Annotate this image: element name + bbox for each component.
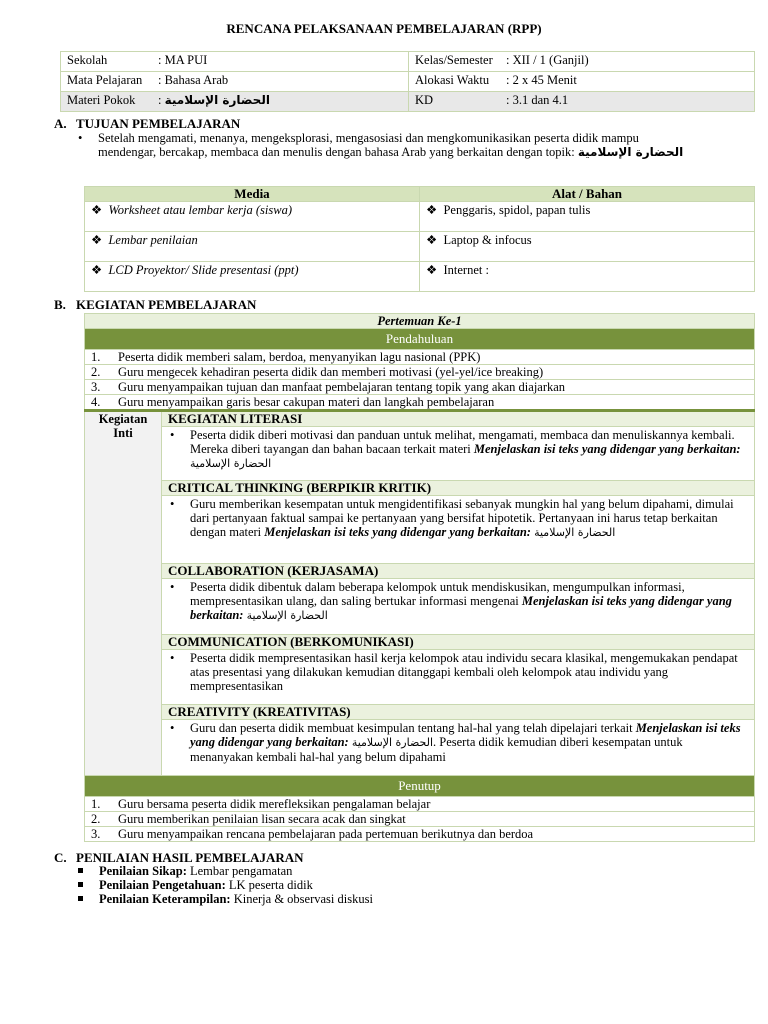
kd-cell [409, 92, 755, 112]
bullet-icon: • [170, 721, 175, 735]
penilaian-list [78, 864, 373, 906]
media-cell [85, 232, 420, 262]
penilaian-item [78, 864, 373, 878]
literasi-arabic: الحضارة الإسلامية [190, 457, 272, 470]
kelas-cell [409, 52, 755, 72]
mapel-value: : Bahasa Arab [158, 73, 229, 87]
collaboration-heading: COLLABORATION (KERJASAMA) [162, 564, 755, 579]
penilaian-label: Penilaian Pengetahuan: [99, 878, 226, 892]
media-cell [85, 202, 420, 232]
item-number: 2. [91, 812, 101, 826]
alokasi-cell [409, 72, 755, 92]
kelas-label: Kelas/Semester [415, 53, 493, 67]
list-item [85, 812, 755, 827]
literasi-bold: Menjelaskan isi teks yang didengar yang berkaitan: [473, 442, 741, 456]
section-c-heading [54, 851, 304, 865]
penilaian-item [78, 878, 373, 892]
creativity-arabic: الحضارة الإسلامية [351, 736, 434, 749]
creativity-body [162, 720, 755, 776]
section-b-heading [54, 298, 256, 312]
tujuan-paragraph [78, 131, 698, 159]
penutup-header: Penutup [85, 776, 755, 797]
diamond-bullet-icon: ❖ [91, 203, 103, 217]
item-number: 3. [91, 380, 101, 394]
alat-cell [420, 232, 755, 262]
kd-label: KD [415, 93, 434, 107]
bullet-icon: • [170, 497, 175, 511]
diamond-bullet-icon: ❖ [91, 263, 103, 277]
list-item [85, 380, 755, 395]
literasi-heading: KEGIATAN LITERASI [162, 411, 755, 427]
bullet-icon: • [170, 428, 175, 442]
document-title: RENCANA PELAKSANAAN PEMBELAJARAN (RPP) [226, 21, 542, 36]
item-text: Guru menyampaikan tujuan dan manfaat pembelajaran tentang topik yang akan diajarkan [118, 380, 566, 394]
section-c-number: C. [54, 850, 67, 865]
diamond-bullet-icon: ❖ [426, 233, 438, 247]
literasi-body [162, 427, 755, 481]
item-number: 2. [91, 365, 101, 379]
alat-item: Penggaris, spidol, papan tulis [443, 203, 591, 217]
item-number: 4. [91, 395, 101, 409]
pendahuluan-header: Pendahuluan [85, 329, 755, 350]
collaboration-text: Peserta didik dibentuk dalam beberapa kelompok untuk mendiskusikan, mengumpulkan informasi, mempresentasikan ulang, dan saling bertukar informasi mengenai [190, 580, 685, 608]
alokasi-label: Alokasi Waktu [415, 73, 490, 87]
kd-value: : 3.1 dan 4.1 [506, 93, 569, 107]
penilaian-value: Kinerja & observasi diskusi [230, 892, 373, 906]
critical-text: Guru memberikan kesempatan untuk mengidentifikasi sebanyak mungkin hal yang belum dipahami, dimulai dari pertanyaan faktual sampai ke pertanyaan yang bersifat hipotetik. Pertanyaan ini harus tetap berkaitan dengan materi [190, 497, 734, 539]
item-text: Peserta didik memberi salam, berdoa, menyanyikan lagu nasional (PPK) [118, 350, 481, 364]
kegiatan-table [84, 313, 755, 842]
sekolah-value: : MA PUI [158, 53, 208, 67]
media-cell [85, 262, 420, 292]
item-number: 1. [91, 350, 101, 364]
literasi-text: Peserta didik diberi motivasi dan panduan untuk melihat, mengamati, membaca dan menuliskannya kembali. Mereka diberi tayangan dan bahan bacaan terkait materi [190, 428, 735, 456]
alat-cell [420, 202, 755, 232]
media-item: Lembar penilaian [108, 233, 198, 247]
bullet-icon: • [170, 580, 175, 594]
alokasi-value: : 2 x 45 Menit [506, 73, 577, 87]
item-text: Guru memberikan penilaian lisan secara acak dan singkat [118, 812, 406, 826]
critical-arabic: الحضارة الإسلامية [534, 526, 616, 539]
list-item [85, 827, 755, 842]
communication-text: Peserta didik mempresentasikan hasil kerja kelompok atau individu secara klasikal, mengemukakan pendapat atas presentasi yang dilakukan kemudian ditanggapi kembali oleh kelompok atau individu yang mempresentasikan [190, 651, 738, 693]
kelas-value: : XII / 1 (Ganjil) [506, 53, 589, 67]
materi-label: Materi Pokok [67, 93, 136, 107]
tujuan-topic: الحضارة الإسلامية [577, 145, 684, 159]
inti-label-line: Kegiatan [98, 412, 148, 426]
list-item [85, 797, 755, 812]
sekolah-label: Sekolah [67, 53, 108, 67]
alat-header: Alat / Bahan [420, 187, 755, 202]
item-text: Guru menyampaikan garis besar cakupan materi dan langkah pembelajaran [118, 395, 495, 409]
creativity-heading: CREATIVITY (KREATIVITAS) [162, 705, 755, 720]
critical-bold: Menjelaskan isi teks yang didengar yang berkaitan: [264, 525, 531, 539]
penilaian-label: Penilaian Sikap: [99, 864, 187, 878]
communication-body [162, 650, 755, 705]
section-a-heading [54, 117, 240, 131]
media-item: Worksheet atau lembar kerja (siswa) [108, 203, 293, 217]
info-table [60, 51, 755, 112]
materi-colon: : [158, 93, 162, 107]
collaboration-bold: Menjelaskan isi teks yang didengar yang berkaitan: [190, 594, 732, 622]
materi-value: الحضارة الإسلامية [164, 93, 270, 107]
diamond-bullet-icon: ❖ [91, 233, 103, 247]
media-table [84, 186, 755, 292]
inti-label-line: Inti [113, 426, 133, 440]
mapel-cell [61, 72, 409, 92]
list-item [85, 350, 755, 365]
collaboration-arabic: الحضارة الإسلامية [246, 609, 328, 622]
critical-body [162, 496, 755, 564]
mapel-label: Mata Pelajaran [67, 73, 143, 87]
creativity-text-after: . Peserta didik kemudian diberi kesempatan untuk menanyakan kembali hal-hal yang belum dipahami [190, 735, 683, 764]
alat-item: Laptop & infocus [443, 233, 532, 247]
communication-heading: COMMUNICATION (BERKOMUNIKASI) [162, 635, 755, 650]
penilaian-label: Penilaian Keterampilan: [99, 892, 231, 906]
section-b-title: KEGIATAN PEMBELAJARAN [76, 297, 257, 312]
item-text: Guru mengecek kehadiran peserta didik dan memberi motivasi (yel-yel/ice breaking) [118, 365, 544, 379]
diamond-bullet-icon: ❖ [426, 203, 438, 217]
kegiatan-inti-label [85, 411, 162, 776]
creativity-text: Guru dan peserta didik membuat kesimpulan tentang hal-hal yang telah dipelajari terkait [190, 721, 633, 735]
alat-cell [420, 262, 755, 292]
alat-item: Internet : [443, 263, 489, 277]
creativity-bold: Menjelaskan isi teks yang didengar yang berkaitan: [190, 721, 741, 749]
critical-heading: CRITICAL THINKING (BERPIKIR KRITIK) [162, 481, 755, 496]
section-a-number: A. [54, 116, 67, 131]
square-bullet-icon [78, 882, 83, 887]
section-a-title: TUJUAN PEMBELAJARAN [76, 116, 241, 131]
square-bullet-icon [78, 896, 83, 901]
penilaian-value: Lembar pengamatan [186, 864, 293, 878]
diamond-bullet-icon: ❖ [426, 263, 438, 277]
list-item [85, 395, 755, 411]
tujuan-text: Setelah mengamati, menanya, mengeksplorasi, mengasosiasi dan mengkomunikasikan peserta didik mampu mendengar, bercakap, membaca dan menulis dengan bahasa Arab yang berkaitan dengan topik: [98, 131, 639, 159]
pertemuan-header: Pertemuan Ke-1 [85, 314, 755, 329]
bullet-icon: • [170, 651, 175, 665]
item-text: Guru bersama peserta didik merefleksikan pengalaman belajar [118, 797, 431, 811]
item-number: 3. [91, 827, 101, 841]
square-bullet-icon [78, 868, 83, 873]
collaboration-body [162, 579, 755, 635]
sekolah-cell [61, 52, 409, 72]
section-b-number: B. [54, 297, 66, 312]
bullet-icon: • [78, 131, 83, 145]
materi-cell [61, 92, 409, 112]
item-text: Guru menyampaikan rencana pembelajaran pada pertemuan berikutnya dan berdoa [118, 827, 534, 841]
media-item: LCD Proyektor/ Slide presentasi (ppt) [108, 263, 299, 277]
penilaian-value: LK peserta didik [225, 878, 313, 892]
item-number: 1. [91, 797, 101, 811]
section-c-title: PENILAIAN HASIL PEMBELAJARAN [76, 850, 304, 865]
media-header: Media [85, 187, 420, 202]
penilaian-item [78, 892, 373, 906]
list-item [85, 365, 755, 380]
